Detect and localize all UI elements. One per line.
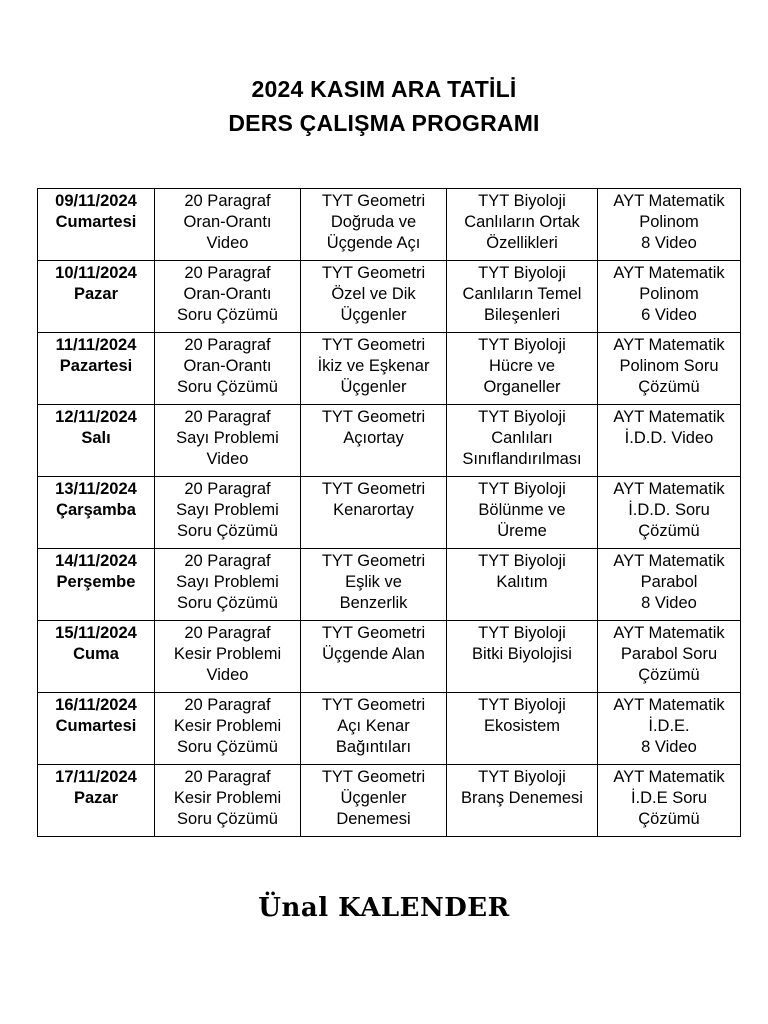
- matematik-cell: [598, 549, 741, 621]
- document-title: [0, 72, 768, 140]
- paragraf-cell: [155, 693, 301, 765]
- cell-text-line: Parabol: [640, 573, 698, 591]
- cell-text-line: Polinom: [639, 285, 699, 303]
- cell-text-line: Canlıları: [491, 429, 553, 447]
- biyoloji-cell: [447, 477, 598, 549]
- cell-text-line: Soru Çözümü: [177, 378, 278, 396]
- cell-text-line: Canlıların Temel: [462, 285, 582, 303]
- cell-text-line: TYT Geometri: [321, 192, 426, 210]
- cell-text-line: 20 Paragraf: [184, 768, 271, 786]
- paragraf-cell: [155, 261, 301, 333]
- matematik-cell: [598, 189, 741, 261]
- cell-text-line: Benzerlik: [339, 594, 408, 612]
- cell-text-line: TYT Biyoloji: [478, 192, 566, 210]
- cell-text-line: Sayı Problemi: [176, 429, 279, 447]
- cell-text-line: AYT Matematik: [613, 336, 725, 354]
- cell-text-line: AYT Matematik: [613, 264, 725, 282]
- cell-text-line: TYT Biyoloji: [478, 480, 566, 498]
- cell-text-line: Üçgende Alan: [322, 645, 425, 663]
- cell-text-line: Eşlik ve: [345, 573, 402, 591]
- cell-text-line: Açıortay: [343, 429, 404, 447]
- schedule-row: [38, 693, 741, 765]
- cell-text-line: Polinom: [639, 213, 699, 231]
- schedule-row: [38, 621, 741, 693]
- cell-text-line: TYT Geometri: [321, 336, 426, 354]
- schedule-row: [38, 765, 741, 837]
- cell-text-line: Üçgende Açı: [326, 234, 421, 252]
- cell-text-line: Bağıntıları: [335, 738, 412, 756]
- cell-text-line: 20 Paragraf: [184, 192, 271, 210]
- cell-text-line: AYT Matematik: [613, 192, 725, 210]
- biyoloji-cell: [447, 261, 598, 333]
- cell-text-line: 20 Paragraf: [184, 552, 271, 570]
- schedule-row: [38, 477, 741, 549]
- author-signature: Ünal KALENDER: [258, 893, 510, 923]
- matematik-cell: [598, 477, 741, 549]
- geometri-cell: [301, 765, 447, 837]
- schedule-row: [38, 333, 741, 405]
- cell-text-line: AYT Matematik: [613, 696, 725, 714]
- cell-text-line: TYT Biyoloji: [478, 336, 566, 354]
- row-date: 13/11/2024: [55, 480, 137, 498]
- row-day: Çarşamba: [56, 501, 136, 519]
- cell-text-line: Polinom Soru: [619, 357, 719, 375]
- cell-text-line: Çözümü: [638, 666, 700, 684]
- cell-text-line: 6 Video: [641, 306, 697, 324]
- day-cell: [38, 477, 155, 549]
- cell-text-line: Soru Çözümü: [177, 306, 278, 324]
- paragraf-cell: [155, 405, 301, 477]
- cell-text-line: Kesir Problemi: [173, 789, 282, 807]
- day-cell: [38, 621, 155, 693]
- cell-text-line: TYT Biyoloji: [478, 768, 566, 786]
- cell-text-line: 8 Video: [641, 738, 697, 756]
- row-day: Perşembe: [56, 573, 136, 591]
- biyoloji-cell: [447, 189, 598, 261]
- cell-text-line: İ.D.D. Video: [624, 429, 714, 447]
- day-cell: [38, 405, 155, 477]
- schedule-body: [38, 189, 741, 837]
- day-cell: [38, 261, 155, 333]
- study-schedule-table: [37, 188, 741, 837]
- cell-text-line: Bölünme ve: [478, 501, 566, 519]
- cell-text-line: 20 Paragraf: [184, 336, 271, 354]
- cell-text-line: 20 Paragraf: [184, 696, 271, 714]
- schedule-row: [38, 189, 741, 261]
- schedule-row: [38, 261, 741, 333]
- cell-text-line: TYT Geometri: [321, 408, 426, 426]
- matematik-cell: [598, 765, 741, 837]
- matematik-cell: [598, 333, 741, 405]
- cell-text-line: Canlıların Ortak: [464, 213, 580, 231]
- paragraf-cell: [155, 189, 301, 261]
- cell-text-line: TYT Biyoloji: [478, 408, 566, 426]
- row-day: Cumartesi: [55, 213, 137, 231]
- row-date: 10/11/2024: [55, 264, 137, 282]
- cell-text-line: İ.D.E Soru: [630, 789, 708, 807]
- row-day: Cuma: [73, 645, 119, 663]
- matematik-cell: [598, 693, 741, 765]
- paragraf-cell: [155, 621, 301, 693]
- cell-text-line: Özel ve Dik: [331, 285, 416, 303]
- cell-text-line: Video: [206, 666, 249, 684]
- cell-text-line: AYT Matematik: [613, 624, 725, 642]
- cell-text-line: Kesir Problemi: [173, 645, 282, 663]
- row-date: 11/11/2024: [55, 336, 137, 354]
- cell-text-line: Kenarortay: [333, 501, 414, 519]
- cell-text-line: 20 Paragraf: [184, 408, 271, 426]
- cell-text-line: TYT Geometri: [321, 480, 426, 498]
- geometri-cell: [301, 261, 447, 333]
- row-day: Cumartesi: [55, 717, 137, 735]
- cell-text-line: Sınıflandırılması: [462, 450, 582, 468]
- biyoloji-cell: [447, 549, 598, 621]
- cell-text-line: İkiz ve Eşkenar: [317, 357, 430, 375]
- cell-text-line: Üreme: [497, 522, 547, 540]
- cell-text-line: TYT Biyoloji: [478, 264, 566, 282]
- cell-text-line: TYT Geometri: [321, 768, 426, 786]
- cell-text-line: 20 Paragraf: [184, 480, 271, 498]
- matematik-cell: [598, 621, 741, 693]
- cell-text-line: TYT Biyoloji: [478, 552, 566, 570]
- cell-text-line: Sayı Problemi: [176, 573, 279, 591]
- geometri-cell: [301, 549, 447, 621]
- title-line-1: 2024 KASIM ARA TATİLİ: [251, 76, 517, 102]
- row-day: Salı: [81, 429, 111, 447]
- cell-text-line: İ.D.D. Soru: [628, 501, 710, 519]
- schedule-row: [38, 405, 741, 477]
- cell-text-line: Oran-Orantı: [183, 357, 272, 375]
- cell-text-line: Video: [206, 450, 249, 468]
- title-line-2: DERS ÇALIŞMA PROGRAMI: [228, 110, 540, 136]
- matematik-cell: [598, 405, 741, 477]
- cell-text-line: TYT Geometri: [321, 552, 426, 570]
- cell-text-line: Soru Çözümü: [177, 522, 278, 540]
- biyoloji-cell: [447, 405, 598, 477]
- paragraf-cell: [155, 477, 301, 549]
- row-date: 14/11/2024: [55, 552, 137, 570]
- cell-text-line: Bitki Biyolojisi: [472, 645, 572, 663]
- geometri-cell: [301, 477, 447, 549]
- cell-text-line: AYT Matematik: [613, 768, 725, 786]
- cell-text-line: Soru Çözümü: [177, 810, 278, 828]
- biyoloji-cell: [447, 333, 598, 405]
- row-date: 12/11/2024: [55, 408, 137, 426]
- cell-text-line: 8 Video: [641, 234, 697, 252]
- cell-text-line: Doğruda ve: [330, 213, 417, 231]
- cell-text-line: Denemesi: [336, 810, 411, 828]
- cell-text-line: 20 Paragraf: [184, 264, 271, 282]
- cell-text-line: Çözümü: [638, 522, 700, 540]
- cell-text-line: Video: [206, 234, 249, 252]
- day-cell: [38, 189, 155, 261]
- cell-text-line: İ.D.E.: [648, 717, 690, 735]
- day-cell: [38, 549, 155, 621]
- biyoloji-cell: [447, 765, 598, 837]
- row-date: 09/11/2024: [55, 192, 137, 210]
- row-date: 16/11/2024: [55, 696, 137, 714]
- paragraf-cell: [155, 765, 301, 837]
- cell-text-line: Sayı Problemi: [176, 501, 279, 519]
- biyoloji-cell: [447, 621, 598, 693]
- geometri-cell: [301, 621, 447, 693]
- cell-text-line: Hücre ve: [488, 357, 556, 375]
- cell-text-line: AYT Matematik: [613, 552, 725, 570]
- cell-text-line: Oran-Orantı: [183, 285, 272, 303]
- day-cell: [38, 693, 155, 765]
- row-day: Pazar: [73, 789, 119, 807]
- cell-text-line: TYT Geometri: [321, 624, 426, 642]
- cell-text-line: Çözümü: [638, 810, 700, 828]
- row-day: Pazar: [73, 285, 119, 303]
- cell-text-line: Açı Kenar: [337, 717, 410, 735]
- day-cell: [38, 333, 155, 405]
- paragraf-cell: [155, 549, 301, 621]
- cell-text-line: Oran-Orantı: [183, 213, 272, 231]
- cell-text-line: TYT Geometri: [321, 264, 426, 282]
- cell-text-line: TYT Biyoloji: [478, 624, 566, 642]
- cell-text-line: Kesir Problemi: [173, 717, 282, 735]
- matematik-cell: [598, 261, 741, 333]
- biyoloji-cell: [447, 693, 598, 765]
- cell-text-line: Özellikleri: [486, 234, 558, 252]
- geometri-cell: [301, 693, 447, 765]
- row-day: Pazartesi: [59, 357, 133, 375]
- cell-text-line: Üçgenler: [340, 789, 407, 807]
- cell-text-line: Soru Çözümü: [177, 594, 278, 612]
- row-date: 17/11/2024: [55, 768, 137, 786]
- cell-text-line: Branş Denemesi: [461, 789, 583, 807]
- day-cell: [38, 765, 155, 837]
- cell-text-line: Organeller: [483, 378, 561, 396]
- geometri-cell: [301, 333, 447, 405]
- geometri-cell: [301, 189, 447, 261]
- paragraf-cell: [155, 333, 301, 405]
- cell-text-line: 8 Video: [641, 594, 697, 612]
- cell-text-line: AYT Matematik: [613, 480, 725, 498]
- cell-text-line: Parabol Soru: [620, 645, 718, 663]
- cell-text-line: 20 Paragraf: [184, 624, 271, 642]
- cell-text-line: AYT Matematik: [613, 408, 725, 426]
- cell-text-line: TYT Geometri: [321, 696, 426, 714]
- cell-text-line: Kalıtım: [496, 573, 548, 591]
- geometri-cell: [301, 405, 447, 477]
- cell-text-line: Üçgenler: [340, 306, 407, 324]
- cell-text-line: TYT Biyoloji: [478, 696, 566, 714]
- cell-text-line: Bileşenleri: [483, 306, 561, 324]
- cell-text-line: Ekosistem: [483, 717, 561, 735]
- cell-text-line: Çözümü: [638, 378, 700, 396]
- row-date: 15/11/2024: [55, 624, 137, 642]
- schedule-row: [38, 549, 741, 621]
- cell-text-line: Soru Çözümü: [177, 738, 278, 756]
- cell-text-line: Üçgenler: [340, 378, 407, 396]
